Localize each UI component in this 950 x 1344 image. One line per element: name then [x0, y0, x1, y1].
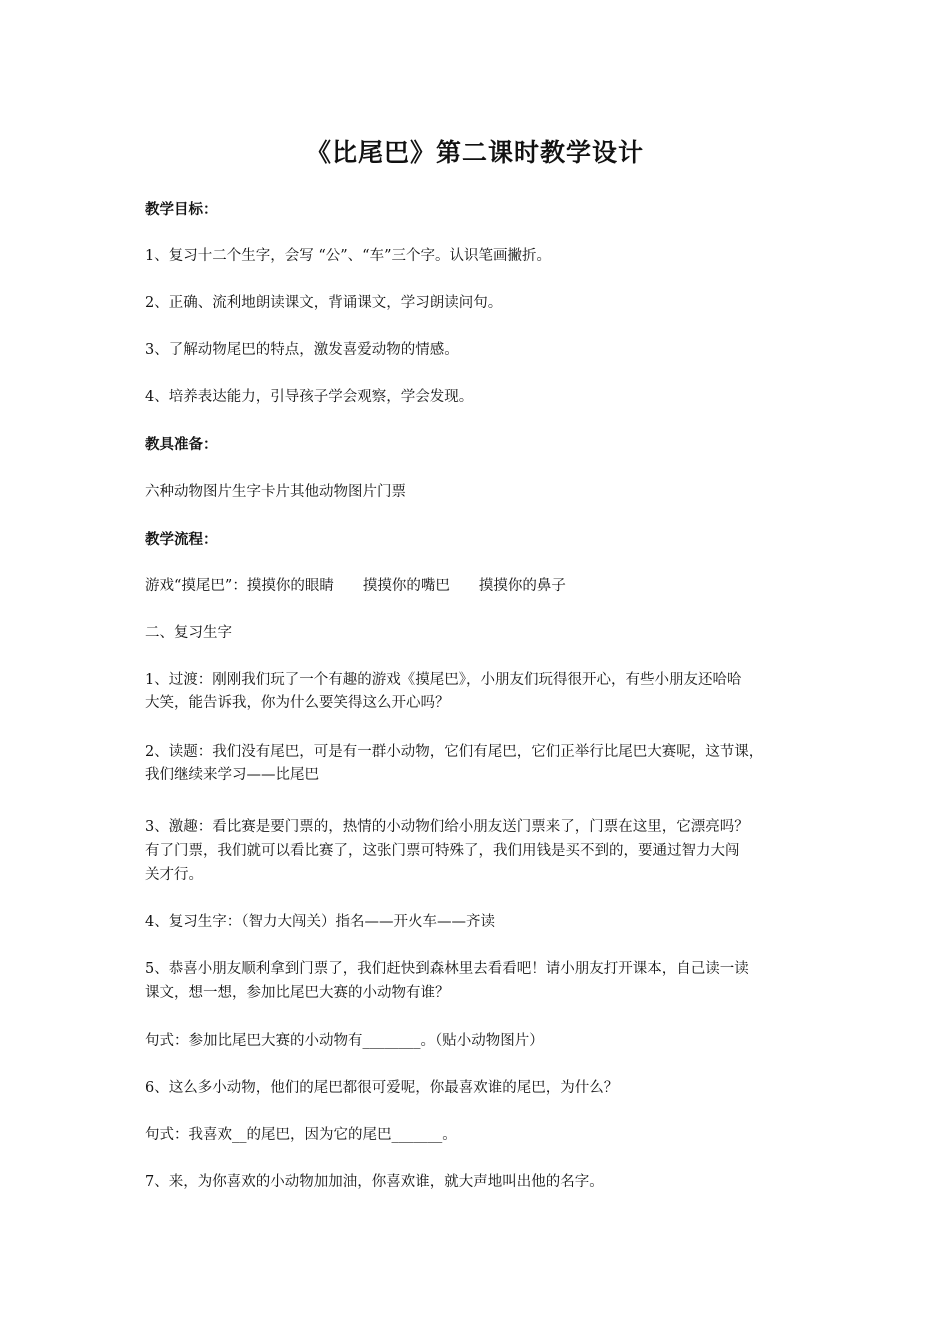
objective-item-3: 3、了解动物尾巴的特点，激发喜爱动物的情感。 — [145, 342, 459, 358]
objective-item-2: 2、正确、流利地朗读课文，背诵课文，学习朗读问句。 — [145, 295, 503, 311]
objective-item-1: 1、复习十二个生字，会写 “公”、“车”三个字。认识笔画撇折。 — [145, 248, 551, 264]
document-title: 《比尾巴》第二课时教学设计 — [305, 138, 644, 167]
process-item-3-line-1: 3、激趣：看比赛是要门票的，热情的小动物们给小朋友送门票来了，门票在这里，它漂亮吗？ — [145, 819, 749, 835]
materials-text: 六种动物图片生字卡片其他动物图片门票 — [145, 484, 406, 500]
section-heading-process: 教学流程： — [145, 531, 218, 548]
process-game-text: 游戏“摸尾巴”：摸摸你的眼睛 摸摸你的嘴巴 摸摸你的鼻子 — [145, 578, 566, 594]
process-section-review: 二、复习生字 — [145, 625, 232, 641]
process-item-4: 4、复习生字：（智力大闯关）指名——开火车——齐读 — [145, 914, 495, 930]
section-heading-objectives: 教学目标： — [145, 201, 218, 218]
process-item-1-line-2: 大笑，能告诉我，你为什么要笑得这么开心吗？ — [145, 695, 450, 711]
process-item-3-line-2: 有了门票，我们就可以看比赛了，这张门票可特殊了，我们用钱是买不到的，要通过智力大闯 — [145, 843, 740, 859]
sentence-pattern-1: 句式：参加比尾巴大赛的小动物有________。（贴小动物图片） — [145, 1033, 544, 1049]
process-item-5-line-1: 5、恭喜小朋友顺利拿到门票了，我们赶快到森林里去看看吧！请小朋友打开课本，自己读一读 — [145, 961, 749, 977]
process-item-6: 6、这么多小动物，他们的尾巴都很可爱呢，你最喜欢谁的尾巴，为什么？ — [145, 1080, 619, 1096]
sentence-pattern-2: 句式：我喜欢__的尾巴，因为它的尾巴_______。 — [145, 1127, 457, 1143]
process-item-2-line-2: 我们继续来学习——比尾巴 — [145, 767, 319, 783]
process-item-7: 7、来，为你喜欢的小动物加加油，你喜欢谁，就大声地叫出他的名字。 — [145, 1174, 604, 1190]
process-item-5-line-2: 课文，想一想，参加比尾巴大赛的小动物有谁？ — [145, 985, 450, 1001]
process-item-1-line-1: 1、过渡：刚刚我们玩了一个有趣的游戏《摸尾巴》，小朋友们玩得很开心，有些小朋友还哈哈 — [145, 672, 742, 688]
objective-item-4: 4、培养表达能力，引导孩子学会观察，学会发现。 — [145, 389, 474, 405]
section-heading-materials: 教具准备： — [145, 436, 218, 453]
process-item-3-line-3: 关才行。 — [145, 867, 203, 883]
process-item-2-line-1: 2、读题：我们没有尾巴，可是有一群小动物，它们有尾巴，它们正举行比尾巴大赛呢，这节课， — [145, 744, 764, 760]
